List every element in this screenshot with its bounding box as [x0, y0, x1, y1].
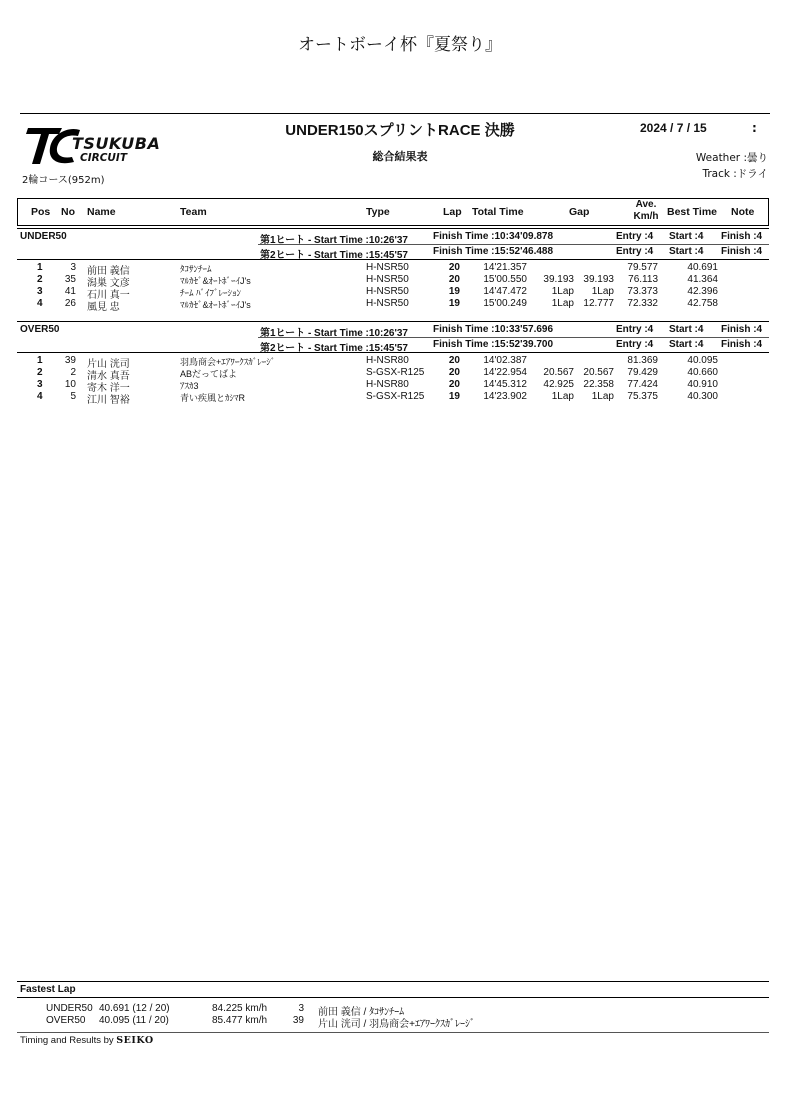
date-suffix: :: [752, 121, 757, 135]
ave-speed: 79.429: [627, 367, 658, 378]
gap-top: 20.567: [543, 367, 574, 378]
heat-entry: Entry :4: [616, 231, 654, 242]
heat-start: 第1ヒート - Start Time :10:26'37: [260, 328, 408, 339]
machine-type: H-NSR50: [366, 286, 409, 297]
pos: 3: [37, 286, 43, 297]
gap-top: 42.925: [543, 379, 574, 390]
fastest-lap-speed: 85.477 km/h: [212, 1015, 268, 1026]
result-subtitle: 総合結果表: [372, 150, 428, 163]
team: ABだってばよ: [180, 369, 238, 379]
machine-type: S-GSX-R125: [366, 391, 425, 402]
gap-top: 1Lap: [551, 298, 574, 309]
rider-name: 江川 智裕: [87, 395, 130, 406]
total-time: 15'00.550: [483, 274, 527, 285]
fastest-lap-rider: 前田 義信 / ﾀｺｻﾝﾁｰﾑ: [318, 1007, 405, 1018]
laps: 20: [448, 262, 460, 273]
total-time: 15'00.249: [483, 298, 527, 309]
machine-type: H-NSR80: [366, 379, 409, 390]
heat-finish: Finish Time :10:33'57.696: [433, 324, 554, 335]
team: ﾏﾙｶｾﾞ&ｵｰﾄﾎﾞｰｲJ's: [180, 276, 251, 286]
total-time: 14'22.954: [483, 367, 527, 378]
team: 羽鳥商会+ｴｱﾜｰｸｽｶﾞﾚｰｼﾞ: [180, 357, 276, 367]
fastest-lap-speed: 84.225 km/h: [212, 1003, 268, 1014]
fastest-lap-class: OVER50: [46, 1015, 86, 1026]
team: 青い疾風とｶｼﾏR: [180, 393, 245, 403]
col-type: Type: [366, 206, 390, 218]
best-time: 40.300: [687, 391, 718, 402]
rider-name: 風見 忠: [87, 302, 120, 313]
header-divider: [20, 113, 770, 114]
col-total-time: Total Time: [472, 206, 524, 218]
logo-text: TSUKUBA: [72, 134, 161, 153]
course-label: 2輪コース(952m): [22, 175, 105, 186]
fastest-lap-class: UNDER50: [46, 1003, 93, 1014]
rider-name: 潟巣 文彦: [87, 278, 130, 289]
track-condition-label: Track :ドライ: [702, 168, 768, 180]
class-name: UNDER50: [20, 231, 67, 242]
gap-prev: 20.567: [583, 367, 614, 378]
fastest-lap-no: 39: [292, 1015, 304, 1026]
gap-top: 1Lap: [551, 286, 574, 297]
pos: 2: [37, 367, 43, 378]
fastest-lap-title: Fastest Lap: [20, 984, 76, 995]
heat-finish-count: Finish :4: [721, 324, 763, 335]
rider-name: 片山 洸司: [87, 359, 130, 370]
car-no: 10: [64, 379, 76, 390]
total-time: 14'47.472: [483, 286, 527, 297]
laps: 19: [448, 286, 460, 297]
pos: 4: [37, 391, 43, 402]
heat-start-count: Start :4: [669, 339, 704, 350]
col-lap: Lap: [443, 206, 462, 218]
rider-name: 石川 真一: [87, 290, 130, 301]
heat-finish: Finish Time :15:52'46.488: [433, 246, 554, 257]
ave-speed: 73.373: [627, 286, 658, 297]
gap-top: 1Lap: [551, 391, 574, 402]
car-no: 5: [70, 391, 76, 402]
gap-prev: 22.358: [583, 379, 614, 390]
heat-start-count: Start :4: [669, 231, 704, 242]
best-time: 42.396: [687, 286, 718, 297]
ave-speed: 72.332: [627, 298, 658, 309]
pos: 1: [37, 262, 43, 273]
ave-speed: 81.369: [627, 355, 658, 366]
machine-type: H-NSR80: [366, 355, 409, 366]
col-ave: [628, 199, 664, 223]
fastest-lap-row: [0, 1015, 800, 1028]
col-team: Team: [180, 206, 207, 218]
rider-name: 寄木 洋一: [87, 383, 130, 394]
team: ｱｽｶ3: [180, 381, 199, 391]
seiko-logo: SEIKO: [116, 1035, 154, 1046]
best-time: 41.364: [687, 274, 718, 285]
total-time: 14'21.357: [483, 262, 527, 273]
heat-entry: Entry :4: [616, 339, 654, 350]
page-title: オートボーイ杯『夏祭り』: [298, 35, 502, 55]
heat-finish: Finish Time :15:52'39.700: [433, 339, 554, 350]
table-row: [0, 298, 800, 311]
timing-credit: [20, 1035, 154, 1046]
car-no: 3: [70, 262, 76, 273]
class-divider: [17, 228, 769, 229]
fastest-lap-no: 3: [298, 1003, 304, 1014]
ave-speed: 77.424: [627, 379, 658, 390]
class-name: OVER50: [20, 324, 60, 335]
fastest-lap-time: 40.095 (11 / 20): [99, 1015, 169, 1026]
total-time: 14'02.387: [483, 355, 527, 366]
laps: 20: [448, 379, 460, 390]
tsukuba-circuit-logo: [22, 122, 202, 172]
laps: 20: [448, 274, 460, 285]
machine-type: H-NSR50: [366, 298, 409, 309]
gap-prev: 39.193: [583, 274, 614, 285]
laps: 19: [448, 391, 460, 402]
machine-type: H-NSR50: [366, 262, 409, 273]
col-ave-line2: Km/h: [633, 211, 659, 222]
heat-entry: Entry :4: [616, 324, 654, 335]
class-divider: [17, 321, 769, 322]
ave-speed: 76.113: [628, 274, 658, 285]
heat-divider: [258, 337, 769, 338]
fastest-lap-divider: [17, 981, 769, 982]
heat-start: 第2ヒート - Start Time :15:45'57: [260, 250, 408, 261]
col-note: Note: [731, 206, 755, 218]
car-no: 39: [64, 355, 76, 366]
race-date: 2024 / 7 / 15: [640, 121, 707, 135]
heat-finish-count: Finish :4: [721, 339, 763, 350]
car-no: 2: [70, 367, 76, 378]
laps: 20: [448, 355, 460, 366]
ave-speed: 75.375: [627, 391, 658, 402]
gap-top: 39.193: [543, 274, 574, 285]
gap-prev: 1Lap: [591, 286, 614, 297]
logo-subtext: CIRCUIT: [80, 152, 127, 164]
car-no: 26: [64, 298, 76, 309]
col-pos: Pos: [31, 206, 51, 218]
team: ﾁｰﾑ ﾊﾞｲﾌﾞﾚｰｼｮﾝ: [180, 288, 242, 298]
heat-start: 第1ヒート - Start Time :10:26'37: [260, 235, 408, 246]
timing-credit-text: Timing and Results by: [20, 1035, 114, 1046]
machine-type: S-GSX-R125: [366, 367, 425, 378]
fastest-lap-time: 40.691 (12 / 20): [99, 1003, 170, 1014]
col-best-time: Best Time: [667, 206, 717, 218]
race-title: UNDER150スプリントRACE 決勝: [285, 122, 515, 139]
pos: 1: [37, 355, 43, 366]
heat-start-count: Start :4: [669, 246, 704, 257]
heat-divider: [258, 244, 769, 245]
car-no: 35: [64, 274, 76, 285]
best-time: 40.910: [687, 379, 718, 390]
col-no: No: [61, 206, 75, 218]
total-time: 14'45.312: [483, 379, 527, 390]
team: ﾏﾙｶｾﾞ&ｵｰﾄﾎﾞｰｲJ's: [180, 300, 251, 310]
laps: 19: [448, 298, 460, 309]
gap-prev: 12.777: [583, 298, 614, 309]
pos: 3: [37, 379, 43, 390]
pos: 2: [37, 274, 43, 285]
ave-speed: 79.577: [627, 262, 658, 273]
rider-name: 清水 真吾: [87, 371, 130, 382]
weather-label: Weather :曇り: [695, 152, 768, 164]
machine-type: H-NSR50: [366, 274, 409, 285]
col-ave-line1: Ave.: [635, 199, 657, 210]
gap-prev: 1Lap: [591, 391, 614, 402]
heat-entry: Entry :4: [616, 246, 654, 257]
total-time: 14'23.902: [483, 391, 527, 402]
best-time: 40.660: [687, 367, 718, 378]
col-name: Name: [87, 206, 116, 218]
laps: 20: [448, 367, 460, 378]
best-time: 42.758: [687, 298, 718, 309]
car-no: 41: [64, 286, 76, 297]
heat-start: 第2ヒート - Start Time :15:45'57: [260, 343, 408, 354]
team: ﾀｺｻﾝﾁｰﾑ: [180, 264, 212, 274]
class-rows-divider: [17, 352, 769, 353]
heat-finish-count: Finish :4: [721, 231, 763, 242]
class-rows-divider: [17, 259, 769, 260]
fastest-lap-rider: 片山 洸司 / 羽鳥商会+ｴｱﾜｰｸｽｶﾞﾚｰｼﾞ: [318, 1019, 475, 1030]
fastest-lap-header-divider: [17, 997, 769, 998]
rider-name: 前田 義信: [87, 266, 130, 277]
heat-start-count: Start :4: [669, 324, 704, 335]
col-gap: Gap: [569, 206, 590, 218]
heat-finish: Finish Time :10:34'09.878: [433, 231, 554, 242]
footer-divider: [17, 1032, 769, 1033]
heat-finish-count: Finish :4: [721, 246, 763, 257]
best-time: 40.095: [687, 355, 718, 366]
pos: 4: [37, 298, 43, 309]
table-row: [0, 391, 800, 404]
best-time: 40.691: [687, 262, 718, 273]
